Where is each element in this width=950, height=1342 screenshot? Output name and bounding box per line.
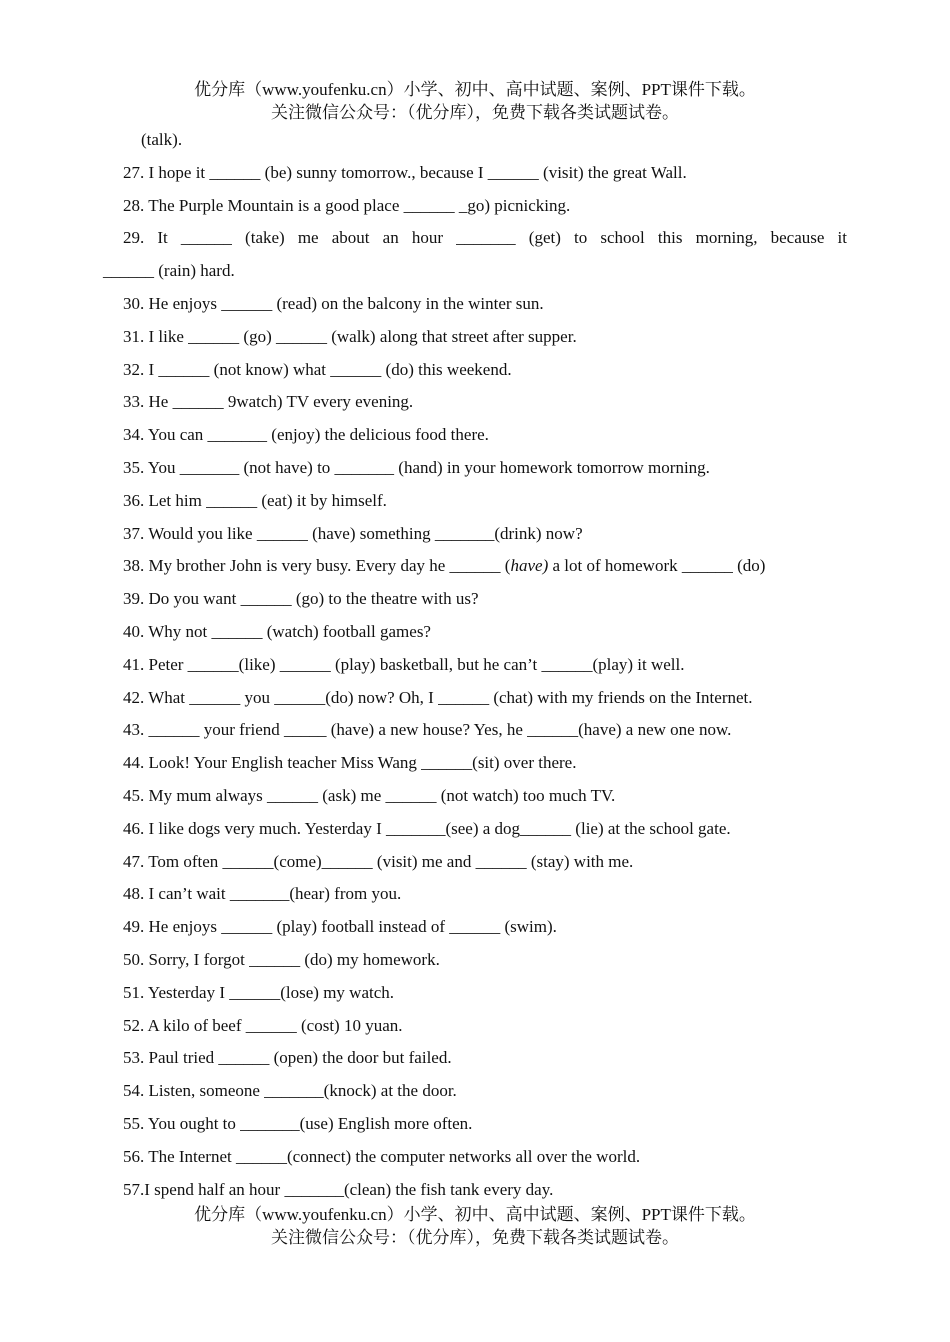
question-53: 53. Paul tried ______ (open) the door but failed.	[123, 1048, 452, 1068]
question-31: 31. I like ______ (go) ______ (walk) along that street after supper.	[123, 326, 577, 346]
question-32: 32. I ______ (not know) what ______ (do) this weekend.	[123, 359, 512, 379]
question-50: 50. Sorry, I forgot ______ (do) my homework.	[123, 949, 440, 969]
question-28: 28. The Purple Mountain is a good place ______ _go) picnicking.	[123, 195, 571, 215]
question-29-line-2: ______ (rain) hard.	[103, 261, 235, 281]
question-35: 35. You _______ (not have) to _______ (hand) in your homework tomorrow morning.	[123, 457, 710, 477]
question-34: 34. You can _______ (enjoy) the delicious food there.	[123, 425, 489, 445]
footer-banner	[0, 1203, 950, 1249]
question-56: 56. The Internet ______(connect) the computer networks all over the world.	[123, 1146, 641, 1166]
question-27: 27. I hope it ______ (be) sunny tomorrow., because I ______ (visit) the great Wall.	[123, 162, 687, 182]
question-54: 54. Listen, someone _______(knock) at the door.	[123, 1081, 457, 1101]
footer-line-2: 关注微信公众号：（优分库），免费下载各类试题试卷。	[271, 1228, 679, 1247]
question-47: 47. Tom often ______(come)______ (visit) me and ______ (stay) with me.	[123, 851, 634, 871]
question-38-start: 38. My brother John is very busy. Every day he ______ (	[123, 556, 511, 576]
question-44: 44. Look! Your English teacher Miss Wang ______(sit) over there.	[123, 753, 577, 773]
question-38-italic-verb: have)	[510, 556, 549, 576]
question-37: 37. Would you like ______ (have) something _______(drink) now?	[123, 523, 583, 543]
question-52: 52. A kilo of beef ______ (cost) 10 yuan.	[123, 1015, 403, 1035]
question-41: 41. Peter ______(like) ______ (play) basketball, but he can’t ______(play) it well.	[123, 654, 685, 674]
header-line-1: 优分库（www.youfenku.cn）小学、初中、高中试题、案例、PPT课件下载。	[194, 80, 756, 99]
question-55: 55. You ought to _______(use) English more often.	[123, 1113, 473, 1133]
question-26-continuation: (talk).	[141, 130, 183, 149]
question-42: 42. What ______ you ______(do) now? Oh, I ______ (chat) with my friends on the Internet.	[123, 687, 753, 707]
question-46: 46. I like dogs very much. Yesterday I _______(see) a dog______ (lie) at the school gate.	[123, 818, 731, 838]
footer-line-1: 优分库（www.youfenku.cn）小学、初中、高中试题、案例、PPT课件下载。	[194, 1205, 756, 1224]
question-43: 43. ______ your friend _____ (have) a new house? Yes, he ______(have) a new one now.	[123, 720, 732, 740]
question-45: 45. My mum always ______ (ask) me ______ (not watch) too much TV.	[123, 785, 616, 805]
question-38	[103, 550, 847, 583]
question-30: 30. He enjoys ______ (read) on the balcony in the winter sun.	[123, 293, 544, 313]
question-51: 51. Yesterday I ______(lose) my watch.	[123, 982, 395, 1002]
question-38-end: a lot of homework ______ (do)	[548, 556, 766, 576]
header-banner	[0, 78, 950, 124]
question-49: 49. He enjoys ______ (play) football instead of ______ (swim).	[123, 917, 557, 937]
question-40: 40. Why not ______ (watch) football games?	[123, 621, 431, 641]
question-39: 39. Do you want ______ (go) to the theatre with us?	[123, 589, 479, 609]
question-33: 33. He ______ 9watch) TV every evening.	[123, 392, 414, 412]
question-48: 48. I can’t wait _______(hear) from you.	[123, 884, 402, 904]
header-line-2: 关注微信公众号：（优分库），免费下载各类试题试卷。	[271, 103, 679, 122]
question-36: 36. Let him ______ (eat) it by himself.	[123, 490, 387, 510]
question-29-line-1: 29. It ______ (take) me about an hour _______ (get) to school this morning, because it	[123, 228, 847, 248]
exercise-list	[103, 124, 847, 1206]
question-57: 57.I spend half an hour _______(clean) the fish tank every day.	[123, 1179, 554, 1199]
